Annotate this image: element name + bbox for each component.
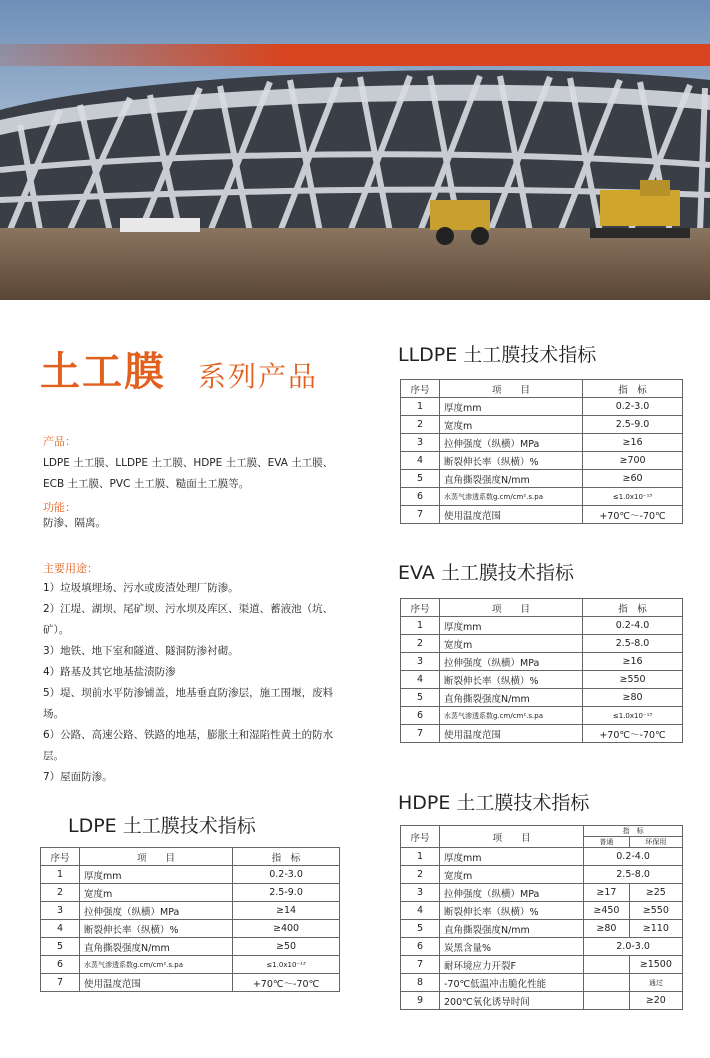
table-row: 2 宽度m 2.5-8.0	[401, 866, 683, 884]
hero-photo	[0, 0, 710, 300]
header-item: 项 目	[80, 848, 233, 866]
hdpe-table	[400, 825, 683, 1010]
header-item: 项 目	[440, 380, 583, 398]
table-row: 1 厚度mm 0.2-3.0	[401, 398, 683, 416]
list-item: 5）堤、坝前水平防渗铺盖，地基垂直防渗层，施工围堰，废料场。	[43, 687, 334, 720]
page-subtitle: 系列产品	[198, 360, 319, 393]
table-row: 6 水蒸气渗透系数g.cm/cm².s.pa ≤1.0x10⁻¹³	[401, 707, 683, 725]
table-row: 9 200℃氧化诱导时间 ≥20	[401, 992, 683, 1010]
list-item: 2）江堤、湖坝、尾矿坝、污水坝及库区、渠道、蓄液池（坑、矿）。	[43, 603, 334, 636]
table-row: 5 直角撕裂强度N/mm ≥50	[41, 938, 340, 956]
function-text: 防渗、隔离。	[43, 517, 106, 529]
table-row: 2 宽度m 2.5-9.0	[41, 884, 340, 902]
table-row: 1 厚度mm 0.2-4.0	[401, 617, 683, 635]
table-row: 7 耐环境应力开裂F ≥1500	[401, 956, 683, 974]
ldpe-title: LDPE 土工膜技术指标	[68, 815, 256, 837]
table-header-row	[41, 848, 340, 866]
table-row: 5 直角撕裂强度N/mm ≥80 ≥110	[401, 920, 683, 938]
products-label: 产品：	[43, 435, 76, 448]
table-row: 6 水蒸气渗透系数g.cm/cm².s.pa ≤1.0x10⁻¹³	[41, 956, 340, 974]
header-item: 项 目	[440, 826, 584, 848]
header-value: 指 标	[584, 826, 683, 837]
list-item: 7）屋面防渗。	[43, 771, 113, 783]
table-row: 4 断裂伸长率（纵横）% ≥700	[401, 452, 683, 470]
table-header-row	[401, 599, 683, 617]
subheader-normal: 普通	[584, 837, 630, 848]
subheader-eco: 环保用	[629, 837, 682, 848]
header-no: 序号	[401, 826, 440, 848]
table-row: 7 使用温度范围 +70℃～-70℃	[41, 974, 340, 992]
eva-table	[400, 598, 683, 743]
table-row: 6 水蒸气渗透系数g.cm/cm².s.pa ≤1.0x10⁻¹³	[401, 488, 683, 506]
table-row: 7 使用温度范围 +70℃～-70℃	[401, 725, 683, 743]
header-value: 指 标	[233, 848, 340, 866]
products-text: LDPE 土工膜、LLDPE 土工膜、HDPE 土工膜、EVA 土工膜、ECB 土工膜、PVC 土工膜、糙面土工膜等。	[43, 457, 334, 490]
list-item: 6）公路、高速公路、铁路的地基，膨胀土和湿陷性黄土的防水层。	[43, 729, 334, 762]
table-row: 4 断裂伸长率（纵横）% ≥550	[401, 671, 683, 689]
header-value: 指 标	[583, 599, 683, 617]
table-row: 4 断裂伸长率（纵横）% ≥450 ≥550	[401, 902, 683, 920]
header-no: 序号	[401, 380, 440, 398]
eva-title: EVA 土工膜技术指标	[398, 562, 574, 584]
table-row: 1 厚度mm 0.2-4.0	[401, 848, 683, 866]
hdpe-title: HDPE 土工膜技术指标	[398, 792, 590, 814]
ldpe-table	[40, 847, 340, 992]
lldpe-title: LLDPE 土工膜技术指标	[398, 344, 597, 366]
table-row: 4 断裂伸长率（纵横）% ≥400	[41, 920, 340, 938]
table-row: 3 拉伸强度（纵横）MPa ≥16	[401, 434, 683, 452]
list-item: 4）路基及其它地基盐渍防渗	[43, 666, 176, 678]
uses-list	[43, 578, 348, 788]
header-value: 指 标	[583, 380, 683, 398]
table-row: 5 直角撕裂强度N/mm ≥80	[401, 689, 683, 707]
page-title: 土工膜	[40, 349, 166, 395]
header-no: 序号	[401, 599, 440, 617]
table-row: 1 厚度mm 0.2-3.0	[41, 866, 340, 884]
list-item: 3）地铁、地下室和隧道、隧洞防渗衬砌。	[43, 645, 239, 657]
table-row: 8 -70℃低温冲击脆化性能 通过	[401, 974, 683, 992]
table-row: 5 直角撕裂强度N/mm ≥60	[401, 470, 683, 488]
list-item: 1）垃圾填埋场、污水或废渣处理厂防渗。	[43, 582, 239, 594]
lldpe-table	[400, 379, 683, 524]
table-header-row	[401, 380, 683, 398]
header-no: 序号	[41, 848, 80, 866]
table-row: 2 宽度m 2.5-9.0	[401, 416, 683, 434]
table-row: 3 拉伸强度（纵横）MPa ≥14	[41, 902, 340, 920]
table-header-row	[401, 826, 683, 837]
table-row: 7 使用温度范围 +70℃～-70℃	[401, 506, 683, 524]
function-label: 功能：	[43, 501, 76, 514]
table-row: 3 拉伸强度（纵横）MPa ≥16	[401, 653, 683, 671]
uses-label: 主要用途：	[43, 562, 98, 575]
table-row: 3 拉伸强度（纵横）MPa ≥17 ≥25	[401, 884, 683, 902]
table-row: 6 炭黑含量% 2.0-3.0	[401, 938, 683, 956]
header-item: 项 目	[440, 599, 583, 617]
table-row: 2 宽度m 2.5-8.0	[401, 635, 683, 653]
